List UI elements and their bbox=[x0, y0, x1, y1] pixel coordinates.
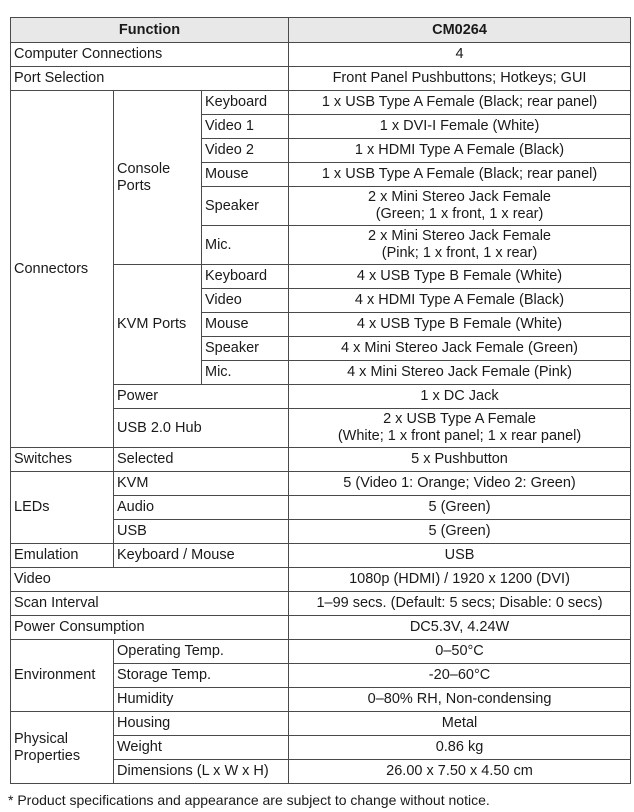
row-sublabel: Operating Temp. bbox=[114, 640, 289, 664]
value-line: (Pink; 1 x front, 1 x rear) bbox=[381, 245, 538, 261]
row-value: Metal bbox=[289, 712, 631, 736]
table-row bbox=[11, 616, 631, 640]
row-sublabel: Dimensions (L x W x H) bbox=[114, 760, 289, 784]
row-value bbox=[289, 226, 631, 265]
kvm-ports-label: KVM Ports bbox=[114, 265, 202, 385]
table-row bbox=[11, 544, 631, 568]
row-label: Video 2 bbox=[202, 139, 289, 163]
row-label: Mouse bbox=[202, 163, 289, 187]
value-line: 2 x USB Type A Female bbox=[383, 411, 536, 427]
row-label: Keyboard bbox=[202, 265, 289, 289]
table-row bbox=[11, 67, 631, 91]
row-value bbox=[289, 187, 631, 226]
row-label: Scan Interval bbox=[11, 592, 289, 616]
row-label: Speaker bbox=[202, 187, 289, 226]
row-sublabel: Storage Temp. bbox=[114, 664, 289, 688]
row-value: 4 bbox=[289, 43, 631, 67]
console-ports-label: Console Ports bbox=[114, 91, 202, 265]
row-value: 4 x USB Type B Female (White) bbox=[289, 265, 631, 289]
row-sublabel: Keyboard / Mouse bbox=[114, 544, 289, 568]
spec-table bbox=[10, 17, 631, 784]
row-label: Speaker bbox=[202, 337, 289, 361]
row-label: Power bbox=[114, 385, 289, 409]
row-label: Mic. bbox=[202, 361, 289, 385]
row-label: Switches bbox=[11, 448, 114, 472]
row-value: 4 x USB Type B Female (White) bbox=[289, 313, 631, 337]
row-sublabel: KVM bbox=[114, 472, 289, 496]
leds-label: LEDs bbox=[11, 472, 114, 544]
table-row bbox=[11, 91, 631, 115]
row-value: 4 x HDMI Type A Female (Black) bbox=[289, 289, 631, 313]
header-row bbox=[11, 18, 631, 43]
row-value: -20–60°C bbox=[289, 664, 631, 688]
row-value bbox=[289, 409, 631, 448]
row-label: Power Consumption bbox=[11, 616, 289, 640]
row-sublabel: Housing bbox=[114, 712, 289, 736]
table-row bbox=[11, 472, 631, 496]
table-row bbox=[11, 712, 631, 736]
row-value: 5 (Green) bbox=[289, 520, 631, 544]
value-line: (White; 1 x front panel; 1 x rear panel) bbox=[337, 428, 582, 444]
table-row bbox=[11, 592, 631, 616]
row-sublabel: Selected bbox=[114, 448, 289, 472]
table-row bbox=[11, 43, 631, 67]
row-value: USB bbox=[289, 544, 631, 568]
row-label: Video 1 bbox=[202, 115, 289, 139]
row-value: 5 x Pushbutton bbox=[289, 448, 631, 472]
physical-properties-label bbox=[11, 712, 114, 784]
row-value: 1–99 secs. (Default: 5 secs; Disable: 0 secs) bbox=[289, 592, 631, 616]
row-value: DC5.3V, 4.24W bbox=[289, 616, 631, 640]
row-value: 1 x USB Type A Female (Black; rear panel) bbox=[289, 91, 631, 115]
value-line: 2 x Mini Stereo Jack Female bbox=[368, 228, 551, 244]
row-label: Mic. bbox=[202, 226, 289, 265]
row-value: 4 x Mini Stereo Jack Female (Pink) bbox=[289, 361, 631, 385]
row-label: Video bbox=[202, 289, 289, 313]
row-label: Computer Connections bbox=[11, 43, 289, 67]
row-label: USB 2.0 Hub bbox=[114, 409, 289, 448]
row-value: 26.00 x 7.50 x 4.50 cm bbox=[289, 760, 631, 784]
row-value: Front Panel Pushbuttons; Hotkeys; GUI bbox=[289, 67, 631, 91]
row-value: 1 x USB Type A Female (Black; rear panel) bbox=[289, 163, 631, 187]
header-function: Function bbox=[11, 18, 289, 43]
row-label: Video bbox=[11, 568, 289, 592]
environment-label: Environment bbox=[11, 640, 114, 712]
value-line: (Green; 1 x front, 1 x rear) bbox=[375, 206, 544, 222]
connectors-label: Connectors bbox=[11, 91, 114, 448]
row-value: 5 (Video 1: Orange; Video 2: Green) bbox=[289, 472, 631, 496]
table-row bbox=[11, 640, 631, 664]
row-sublabel: Humidity bbox=[114, 688, 289, 712]
row-value: 1 x HDMI Type A Female (Black) bbox=[289, 139, 631, 163]
label-line: Properties bbox=[14, 747, 81, 764]
footnote: * Product specifications and appearance are subject to change without notice. bbox=[8, 792, 490, 808]
row-value: 0.86 kg bbox=[289, 736, 631, 760]
row-sublabel: Weight bbox=[114, 736, 289, 760]
row-value: 0–80% RH, Non-condensing bbox=[289, 688, 631, 712]
row-value: 5 (Green) bbox=[289, 496, 631, 520]
table-row bbox=[11, 568, 631, 592]
row-label: Keyboard bbox=[202, 91, 289, 115]
row-label: Port Selection bbox=[11, 67, 289, 91]
row-value: 4 x Mini Stereo Jack Female (Green) bbox=[289, 337, 631, 361]
row-value: 1080p (HDMI) / 1920 x 1200 (DVI) bbox=[289, 568, 631, 592]
header-model: CM0264 bbox=[289, 18, 631, 43]
row-label: Mouse bbox=[202, 313, 289, 337]
row-label: Emulation bbox=[11, 544, 114, 568]
row-sublabel: Audio bbox=[114, 496, 289, 520]
table-row bbox=[11, 448, 631, 472]
row-value: 0–50°C bbox=[289, 640, 631, 664]
label-line: Physical bbox=[14, 730, 68, 747]
row-value: 1 x DVI-I Female (White) bbox=[289, 115, 631, 139]
row-value: 1 x DC Jack bbox=[289, 385, 631, 409]
value-line: 2 x Mini Stereo Jack Female bbox=[368, 189, 551, 205]
row-sublabel: USB bbox=[114, 520, 289, 544]
